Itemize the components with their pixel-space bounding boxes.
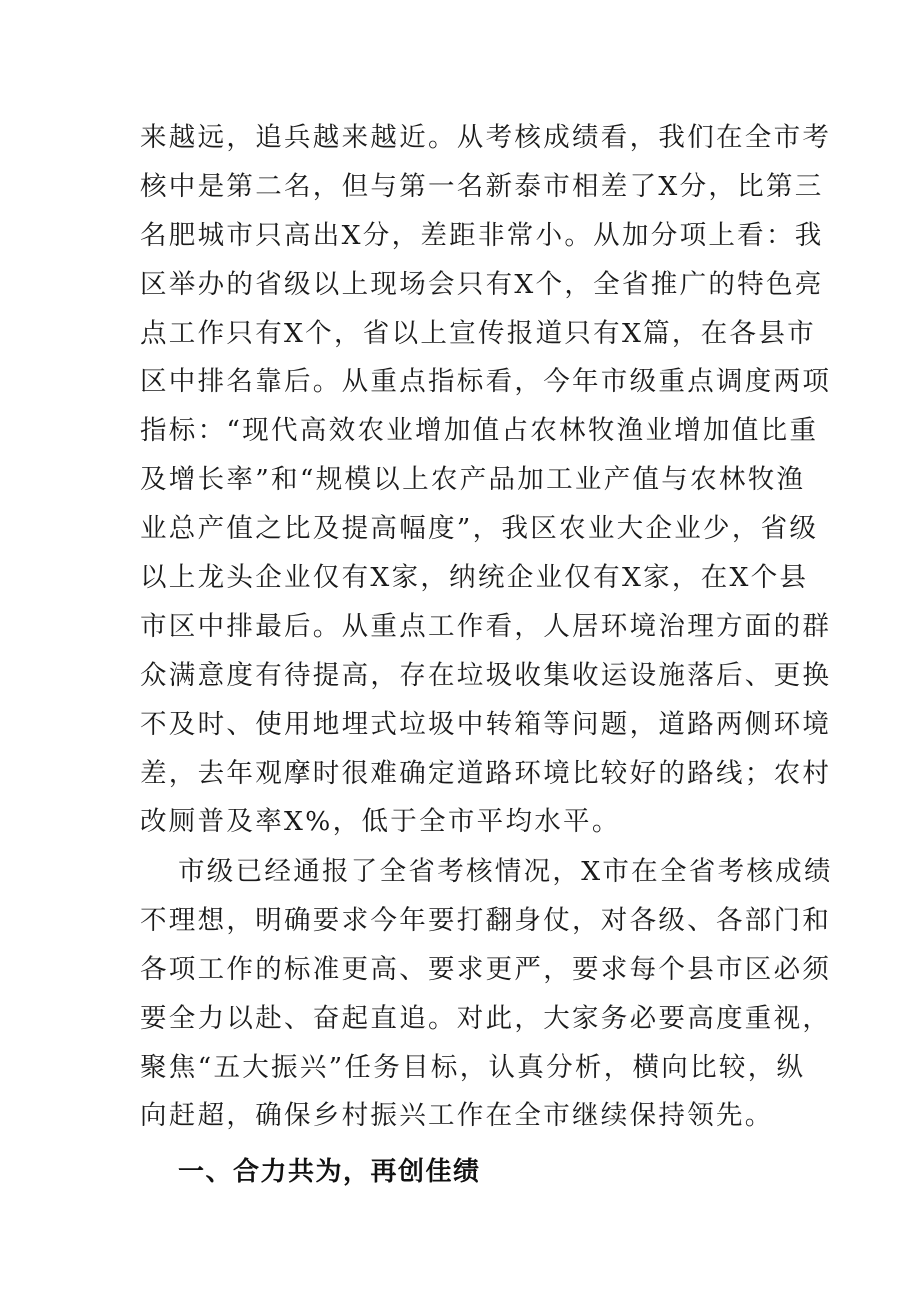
section-heading: 一、合力共为，再创佳绩 [178, 1157, 481, 1187]
paragraph-1-line: 区中排名靠后。从重点指标看，今年市级重点调度两项 [140, 366, 832, 398]
paragraph-2-line: 向赶超，确保乡村振兴工作在全市继续保持领先。 [140, 1100, 774, 1132]
paragraph-1-line: 核中是第二名，但与第一名新泰市相差了X分，比第三 [140, 170, 824, 202]
paragraph-1 [140, 114, 832, 847]
paragraph-1-line: 众满意度有待提高，存在垃圾收集收运设施落后、更换 [140, 659, 832, 691]
paragraph-2-line: 市级已经通报了全省考核情况，X市在全省考核成绩 [178, 856, 833, 887]
paragraph-2-line: 聚焦“五大振兴”任务目标，认真分析，横向比较，纵 [140, 1051, 806, 1083]
paragraph-1-line: 市区中排最后。从重点工作看，人居环境治理方面的群 [140, 610, 832, 642]
paragraph-2-line: 不理想，明确要求今年要打翻身仗，对各级、各部门和 [140, 904, 832, 936]
paragraph-1-line: 名肥城市只高出X分，差距非常小。从加分项上看：我 [140, 219, 824, 251]
paragraph-1-line: 区举办的省级以上现场会只有X个，全省推广的特色亮 [140, 268, 824, 300]
paragraph-1-line: 及增长率”和“规模以上农产品加工业产值与农林牧渔 [140, 464, 806, 496]
paragraph-1-line: 来越远，追兵越来越近。从考核成绩看，我们在全市考 [140, 122, 832, 153]
paragraph-1-line: 指标：“现代高效农业增加值占农林牧渔业增加值比重 [140, 415, 819, 447]
paragraph-1-line: 业总产值之比及提高幅度”，我区农业大企业少，省级 [140, 513, 819, 545]
paragraph-1-line: 差，去年观摩时很难确定道路环境比较好的路线；农村 [140, 757, 832, 789]
paragraph-2-line: 要全力以赴、奋起直追。对此，大家务必要高度重视， [140, 1002, 832, 1034]
paragraph-2 [140, 848, 833, 1141]
paragraph-1-line: 改厕普及率X%，低于全市平均水平。 [140, 806, 621, 838]
paragraph-1-line: 不及时、使用地埋式垃圾中转箱等问题，道路两侧环境 [140, 708, 832, 740]
paragraph-2-line: 各项工作的标准更高、要求更严，要求每个县市区必须 [140, 953, 832, 985]
paragraph-1-line: 点工作只有X个，省以上宣传报道只有X篇，在各县市 [140, 317, 816, 349]
paragraph-1-line: 以上龙头企业仅有X家，纳统企业仅有X家，在X个县 [140, 562, 809, 594]
